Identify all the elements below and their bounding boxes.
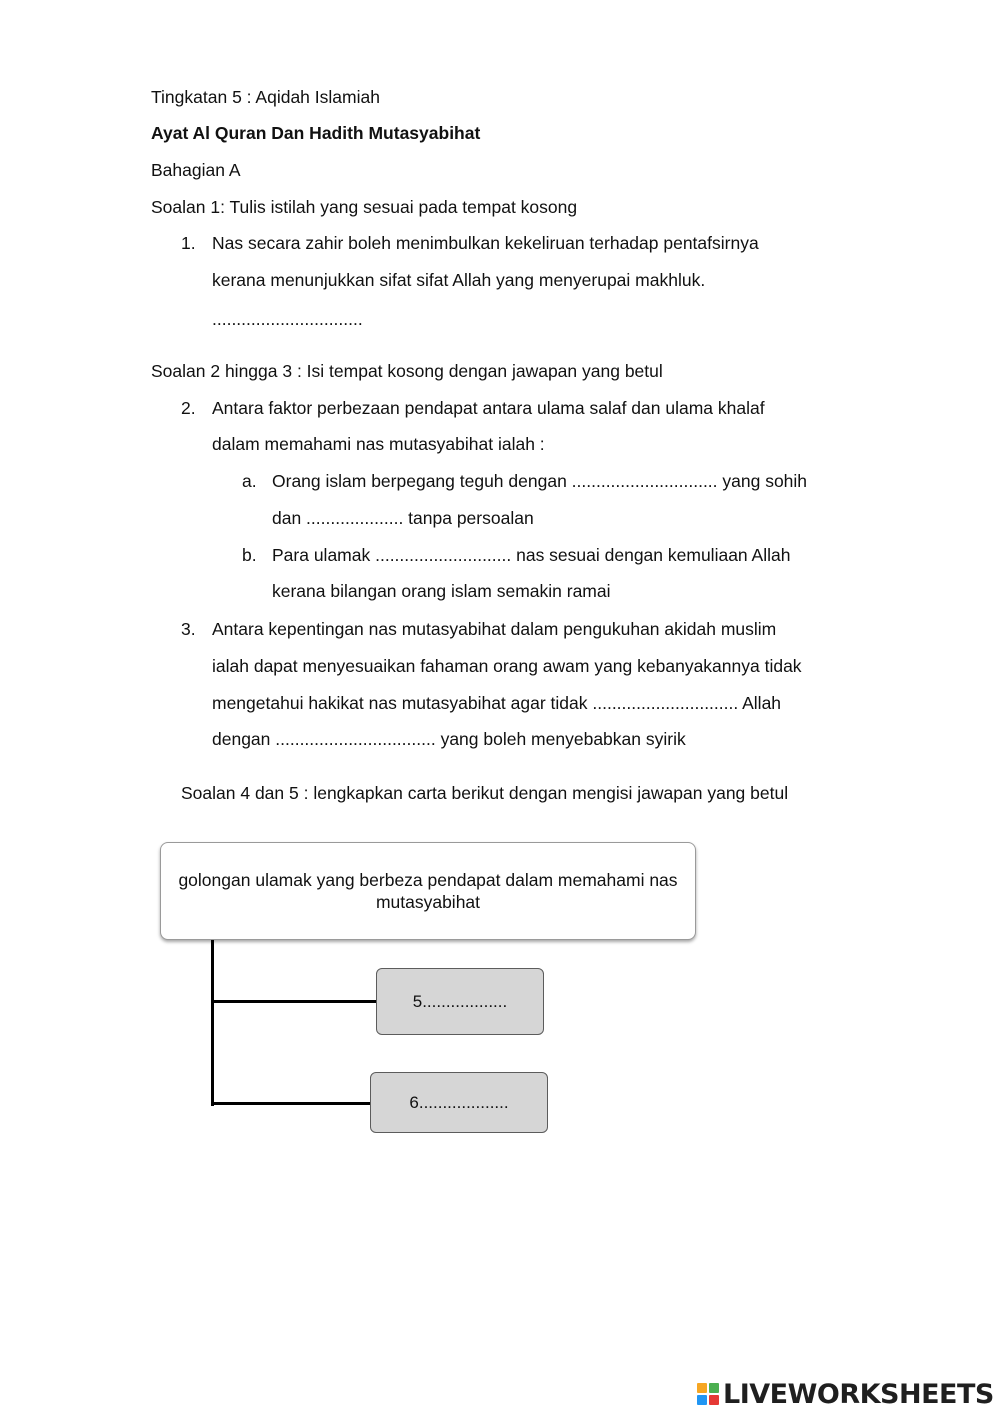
section-heading: Bahagian A xyxy=(151,160,241,180)
q2-text-line2: dalam memahami nas mutasyabihat ialah : xyxy=(212,434,545,454)
chart-main-line2: mutasyabihat xyxy=(375,892,481,912)
chart-vertical-connector xyxy=(211,940,214,1106)
q1-answer-blank[interactable]: ............................... xyxy=(212,309,363,329)
q2a-text-line2[interactable]: dan .................... tanpa persoalan xyxy=(272,508,534,528)
q1-text-line1: Nas secara zahir boleh menimbulkan kekeliruan terhadap pentafsirnya xyxy=(212,233,759,253)
q3-number: 3. xyxy=(181,619,196,639)
q2-number: 2. xyxy=(181,398,196,418)
level-heading: Tingkatan 5 : Aqidah Islamiah xyxy=(151,87,380,107)
q2b-text-line1[interactable]: Para ulamak ............................ nas sesuai dengan kemuliaan Allah xyxy=(272,545,791,565)
chart-answer-6-text: 6................... xyxy=(409,1092,509,1112)
q3-text-line2: ialah dapat menyesuaikan fahaman orang awam yang kebanyakannya tidak xyxy=(212,656,802,676)
chart-answer-box-5[interactable] xyxy=(376,968,544,1035)
q2-3-instruction: Soalan 2 hingga 3 : Isi tempat kosong dengan jawapan yang betul xyxy=(151,361,663,381)
chart-connector-box2 xyxy=(211,1102,371,1105)
q2a-label: a. xyxy=(242,471,257,491)
q1-text-line2: kerana menunjukkan sifat sifat Allah yang menyerupai makhluk. xyxy=(212,270,706,290)
chart-main-line1: golongan ulamak yang berbeza pendapat dalam memahami nas xyxy=(178,870,678,890)
q2a-text-line1[interactable]: Orang islam berpegang teguh dengan .............................. yang sohih xyxy=(272,471,808,491)
liveworksheets-logo xyxy=(697,1378,994,1410)
q2-text-line1: Antara faktor perbezaan pendapat antara ulama salaf dan ulama khalaf xyxy=(212,398,765,418)
chart-answer-box-6[interactable] xyxy=(370,1072,548,1133)
liveworksheets-wordmark: LIVEWORKSHEETS xyxy=(723,1378,994,1410)
chart-answer-5-text: 5.................. xyxy=(412,991,508,1011)
q4-5-instruction: Soalan 4 dan 5 : lengkapkan carta berikut dengan mengisi jawapan yang betul xyxy=(181,783,789,803)
q3-text-line4[interactable]: dengan ................................. yang boleh menyebabkan syirik xyxy=(212,729,686,749)
q1-instruction: Soalan 1: Tulis istilah yang sesuai pada tempat kosong xyxy=(151,197,578,217)
q1-number: 1. xyxy=(181,233,196,253)
q3-text-line3[interactable]: mengetahui hakikat nas mutasyabihat agar tidak .............................. Allah xyxy=(212,693,782,713)
chart-connector-box1 xyxy=(211,1000,377,1003)
q2b-text-line2: kerana bilangan orang islam semakin ramai xyxy=(272,581,611,601)
page-title: Ayat Al Quran Dan Hadith Mutasyabihat xyxy=(151,123,481,143)
liveworksheets-logo-icon xyxy=(697,1383,719,1405)
q2b-label: b. xyxy=(242,545,257,565)
chart-main-box xyxy=(160,842,696,940)
q3-text-line1: Antara kepentingan nas mutasyabihat dalam pengukuhan akidah muslim xyxy=(212,619,777,639)
